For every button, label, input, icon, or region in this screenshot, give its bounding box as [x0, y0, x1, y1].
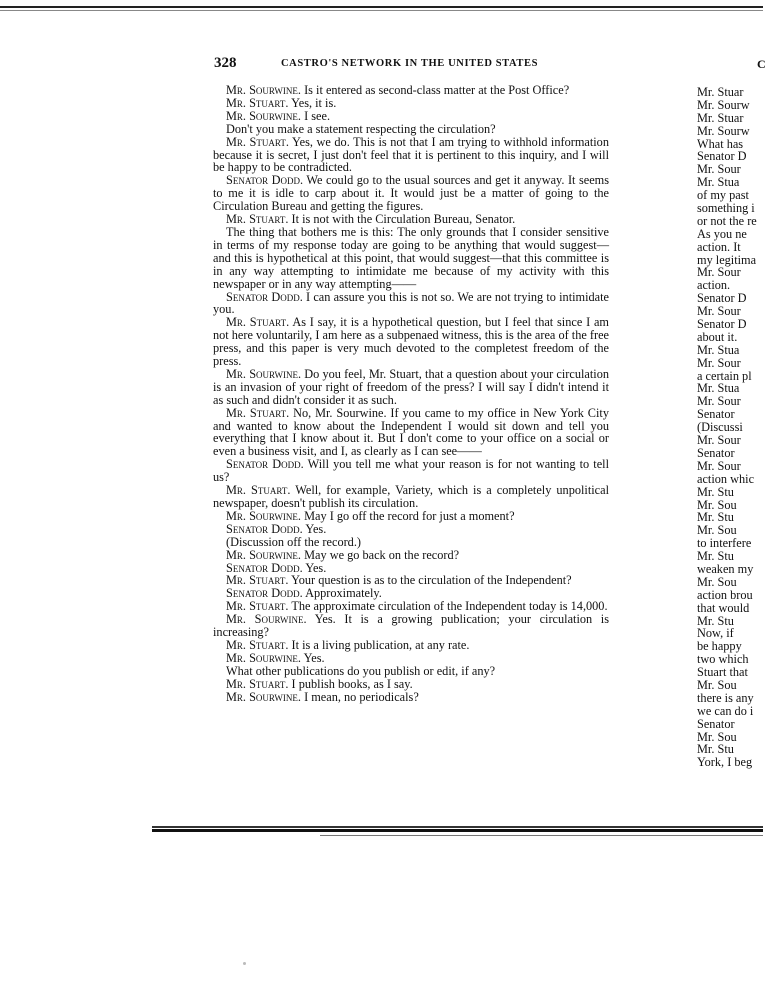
paragraph: [213, 226, 609, 291]
right-fragment-line: action.: [697, 278, 731, 293]
speaker-name: Senator Dodd.: [226, 586, 303, 601]
right-fragment-line: Mr. Sour: [697, 162, 741, 177]
right-fragment-line: something i: [697, 201, 755, 216]
speaker-name: Mr. Stuart.: [226, 134, 289, 149]
paragraph-text: Approximately.: [305, 586, 382, 601]
paragraph: [213, 316, 609, 368]
speaker-name: Mr. Stuart.: [226, 212, 289, 227]
speaker-name: Mr. Sourwine.: [226, 83, 301, 97]
paragraph-text: Yes.: [305, 521, 327, 536]
right-fragment-line: weaken my: [697, 561, 754, 576]
right-fragment-line: Mr. Sou: [697, 729, 737, 744]
paragraph-text: We could go to the usual sources and get it anyway. It seems to me it is idle to carp about it. It would just be a matter of going to the Circulation Bureau and getting the figures.: [213, 173, 610, 214]
paragraph-text: No, Mr. Sourwine. If you came to my office in New York City and wanted to know about the Independent I would sit down and tell you everything that I know about it. But I don't come to your office on a social or even a business visit, and I, as clearly as I can see——: [213, 405, 609, 459]
speaker-name: Mr. Stuart.: [226, 637, 289, 652]
right-page-fragment: [697, 86, 777, 769]
right-fragment-line: to interfere: [697, 536, 752, 551]
paragraph-text: (Discussion off the record.): [226, 534, 362, 549]
speaker-name: Mr. Stuart.: [226, 483, 291, 498]
paragraph-text: It is not with the Circulation Bureau, Senator.: [291, 212, 516, 227]
speaker-name: Senator Dodd.: [226, 521, 303, 536]
right-fragment-line: Mr. Sour: [697, 265, 741, 280]
right-fragment-line: Mr. Sour: [697, 304, 741, 319]
paragraph: [213, 291, 609, 317]
paragraph: [213, 136, 609, 175]
paragraph: [213, 368, 609, 407]
right-fragment-line: Senator: [697, 716, 735, 731]
right-fragment-line: there is any: [697, 690, 754, 705]
right-fragment-line: be happy: [697, 639, 742, 654]
right-fragment-line: Mr. Stu: [697, 484, 734, 499]
paragraph-text: Don't you make a statement respecting the circulation?: [226, 121, 496, 136]
right-fragment-line: Mr. Stuar: [697, 110, 744, 125]
bottom-rule-thick: [152, 829, 763, 832]
speaker-name: Mr. Stuart.: [226, 95, 289, 110]
top-rule: [0, 6, 763, 8]
right-fragment-line: or not the re: [697, 213, 757, 228]
paragraph: [213, 613, 609, 639]
paragraph-text: The approximate circulation of the Independent today is 14,000.: [291, 599, 608, 614]
right-fragment-line: Mr. Stua: [697, 342, 740, 357]
paragraph-text: As I say, it is a hypothetical question, but I feel that since I am not here voluntarily, I am here as a subpenaed witness, this is the area of the free press, and this paper is very much devoted to the completest freedom of the press.: [213, 315, 609, 369]
right-fragment-line: Senator: [697, 407, 735, 422]
right-fragment-line: action brou: [697, 587, 753, 602]
paragraph-text: I publish books, as I say.: [291, 676, 413, 691]
right-fragment-line: Mr. Stua: [697, 381, 740, 396]
right-fragment-line: Mr. Sou: [697, 677, 737, 692]
paragraph-text: Yes.: [303, 650, 325, 665]
paragraph-text: The thing that bothers me is this: The only grounds that I consider sensitive in terms of my response today are going to be anything that would suggest—and this is hypothetical at this point, that would suggest—that this committee is in any way attempting to intimidate me because of my activity with this newspaper or in any way attempting——: [213, 224, 609, 291]
right-fragment-line: action whic: [697, 471, 755, 486]
speaker-name: Mr. Sourwine.: [226, 612, 307, 627]
right-fragment-line: we can do i: [697, 703, 754, 718]
paragraph-text: Is it entered as second-class matter at the Post Office?: [304, 83, 570, 97]
paragraph: [213, 174, 609, 213]
paragraph: [213, 407, 609, 459]
right-fragment-line: of my past: [697, 188, 749, 203]
speaker-name: Mr. Sourwine.: [226, 689, 301, 704]
right-fragment-line: Mr. Stu: [697, 549, 734, 564]
speaker-name: Mr. Stuart.: [226, 573, 289, 588]
running-title: CASTRO'S NETWORK IN THE UNITED STATES: [281, 58, 539, 69]
paragraph-text: What other publications do you publish or edit, if any?: [226, 663, 496, 678]
paragraph-text: Yes.: [305, 560, 327, 575]
paragraph-text: Yes, it is.: [291, 95, 337, 110]
right-fragment-line: Mr. Stu: [697, 510, 734, 525]
scan-speck: [243, 962, 246, 965]
page-header: [214, 55, 766, 75]
right-fragment-line: Mr. Sourw: [697, 97, 750, 112]
speaker-name: Senator Dodd.: [226, 173, 304, 188]
speaker-name: Mr. Sourwine.: [226, 366, 302, 381]
bottom-rule-thin: [320, 835, 763, 836]
paragraph-text: Do you feel, Mr. Stuart, that a question about your circulation is an invasion of your right of freedom of the press? I will say I didn't intend it as such and didn't consider it as such.: [213, 366, 609, 407]
right-fragment-line: What has: [697, 136, 744, 151]
right-fragment-line: Mr. Stu: [697, 613, 734, 628]
right-fragment-line: Senator D: [697, 149, 747, 164]
paragraph: [213, 691, 609, 704]
right-fragment-line: Now, if: [697, 626, 734, 641]
bottom-rule: [152, 826, 763, 828]
speaker-name: Senator Dodd.: [226, 560, 303, 575]
right-fragment-line: Senator: [697, 445, 735, 460]
speaker-name: Mr. Sourwine.: [226, 108, 301, 123]
right-fragment-line: Mr. Sour: [697, 433, 741, 448]
paragraph-text: May I go off the record for just a moment?: [304, 508, 515, 523]
speaker-name: Senator Dodd.: [226, 457, 304, 472]
right-fragment-line: As you ne: [697, 226, 747, 241]
speaker-name: Mr. Stuart.: [226, 315, 290, 330]
paragraph: [213, 484, 609, 510]
right-fragment-line: Mr. Sou: [697, 523, 737, 538]
paragraph-text: Your question is as to the circulation of the Independent?: [291, 573, 572, 588]
speaker-name: Mr. Stuart.: [226, 676, 289, 691]
right-fragment-line: Mr. Sour: [697, 458, 741, 473]
right-fragment-line: action. It: [697, 239, 741, 254]
speaker-name: Mr. Sourwine.: [226, 650, 301, 665]
right-fragment-line: Mr. Stuar: [697, 85, 744, 99]
paragraph: [213, 458, 609, 484]
right-fragment-line: Mr. Sourw: [697, 123, 750, 138]
right-fragment-line: Mr. Sou: [697, 574, 737, 589]
speaker-name: Mr. Stuart.: [226, 599, 289, 614]
paragraph-text: May we go back on the record?: [304, 547, 460, 562]
right-fragment-line: my legitima: [697, 252, 757, 267]
right-fragment-line: Mr. Sou: [697, 497, 737, 512]
right-fragment-line: (Discussi: [697, 420, 743, 435]
paragraph-text: I can assure you this is not so. We are not trying to intimidate you.: [213, 289, 609, 317]
right-fragment-line: Senator D: [697, 291, 747, 306]
speaker-name: Mr. Sourwine.: [226, 547, 301, 562]
right-fragment-line: Senator D: [697, 317, 747, 332]
paragraph-text: Yes. It is a growing publication; your circulation is increasing?: [213, 612, 610, 640]
speaker-name: Senator Dodd.: [226, 289, 303, 304]
right-fragment-line: about it.: [697, 329, 738, 344]
right-fragment-line: Mr. Sour: [697, 394, 741, 409]
paragraph-text: I mean, no periodicals?: [304, 689, 419, 704]
right-fragment-line: two which: [697, 652, 749, 667]
speaker-name: Mr. Stuart.: [226, 405, 290, 420]
right-fragment-line: Mr. Stua: [697, 175, 740, 190]
right-fragment-line: Mr. Sour: [697, 355, 741, 370]
right-fragment-line: Mr. Stu: [697, 742, 734, 757]
right-fragment-line: York, I beg: [697, 755, 753, 770]
right-fragment-line: Stuart that: [697, 665, 748, 680]
speaker-name: Mr. Sourwine.: [226, 508, 301, 523]
top-rule-thin: [0, 10, 763, 11]
paragraph-text: It is a living publication, at any rate.: [291, 637, 470, 652]
paragraph-text: Well, for example, Variety, which is a completely unpolitical newspaper, doesn't publish its circulation.: [213, 483, 609, 510]
main-text-column: [213, 84, 609, 704]
right-fragment-line: a certain pl: [697, 368, 752, 383]
paragraph-text: I see.: [304, 108, 331, 123]
paragraph-text: Will you tell me what your reason is for not wanting to tell us?: [213, 457, 610, 485]
right-fragment-line: that would: [697, 600, 750, 615]
paragraph-text: Yes, we do. This is not that I am trying to withhold information because it is secret, I just don't feel that it is pertinent to this inquiry, and I will be happy to be contradicted.: [213, 134, 609, 175]
header-right-fragment: C: [757, 57, 766, 71]
page-number: 328: [214, 55, 237, 71]
